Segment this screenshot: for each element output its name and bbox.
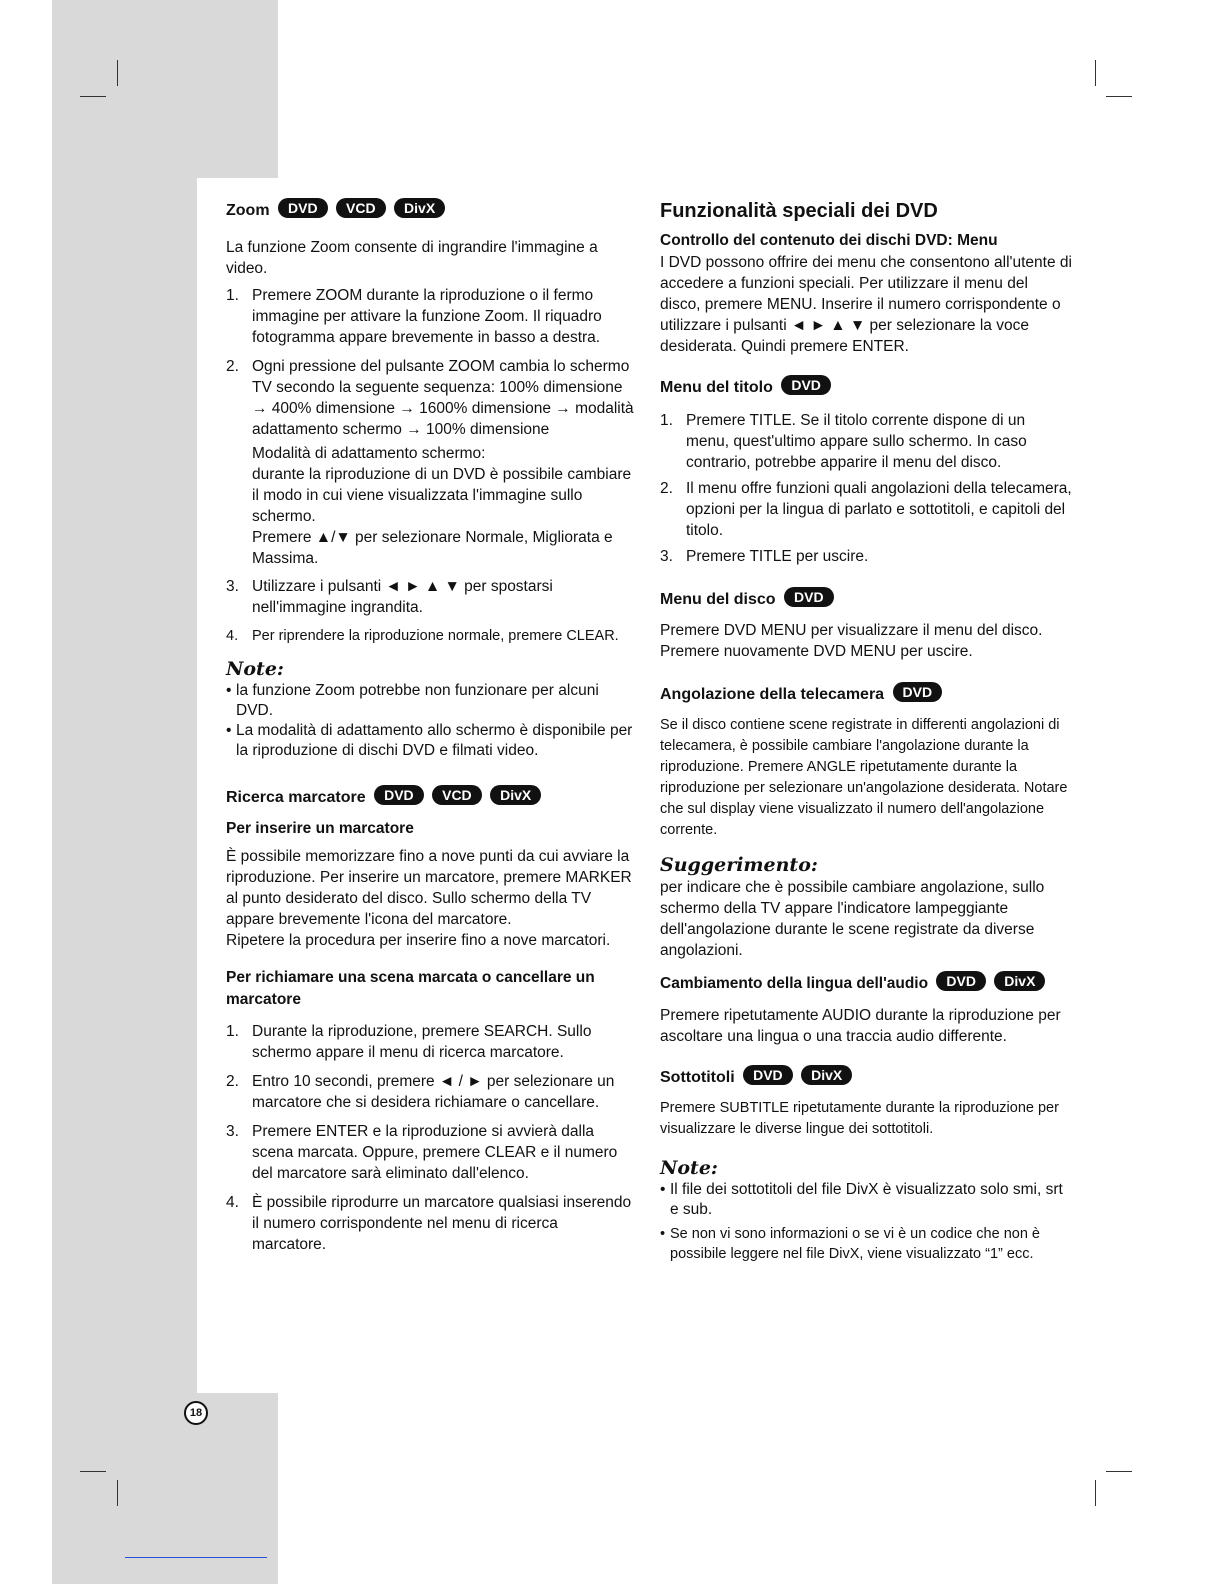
list-item: 4. Per riprendere la riproduzione normale, premere CLEAR. [226,628,619,644]
badge-divx: DivX [801,1065,852,1085]
audio-heading: Cambiamento della lingua dell'audio DVD DivX [660,971,1072,995]
angle-text: Se il disco contiene scene registrate in differenti angolazioni di telecamera, è possibile cambiare l'angolazione durante la riproduzione. Premere ANGLE ripetutamente durante la riproduzione per selezionare un'angolazione desiderata. Notare che sul display viene visualizzato il numero dell'angolazione corrente. [660,717,1068,838]
zoom-heading: Zoom DVD VCD DivX [226,198,636,223]
badge-divx: DivX [394,198,445,218]
list-item: 1. Premere TITLE. Se il titolo corrente dispone di un menu, quest'ultimo appare sullo schermo. In caso contrario, potrebbe apparire il menu del disco. [660,412,1027,471]
list-item: 3. Premere TITLE per uscire. [660,548,869,565]
list-item: 3. Premere ENTER e la riproduzione si avvierà dalla scena marcata. Oppure, premere CLEAR e il numero del marcatore sarà eliminato dall'elenco. [226,1123,618,1182]
badge-vcd: VCD [336,198,386,218]
crop-mark [117,60,118,86]
crop-mark [1106,1471,1132,1472]
list-item: Premere ▲/▼ per selezionare Normale, Migliorata e Massima. [252,529,613,567]
page-number: 18 [184,1401,208,1425]
list-item: • La modalità di adattamento allo schermo è disponibile per la riproduzione di dischi DVD e filmati video. [226,722,633,759]
list-item: 1. Premere ZOOM durante la riproduzione o il fermo immagine per attivare la funzione Zoom. Il riquadro fotogramma appare brevemente in basso a destra. [226,287,602,346]
badge-dvd: DVD [936,971,986,991]
marker-steps [226,1021,636,1255]
badge-divx: DivX [490,785,541,805]
angle-heading: Angolazione della telecamera DVD [660,682,1072,707]
disc-menu-text: Premere DVD MENU per visualizzare il menu del disco. Premere nuovamente DVD MENU per uscire. [660,622,1043,660]
crop-mark [80,96,106,97]
audio-text: Premere ripetutamente AUDIO durante la riproduzione per ascoltare una lingua o una traccia audio differente. [660,1007,1061,1045]
zoom-notes [226,681,636,761]
menu-control-title: Controllo del contenuto dei dischi DVD: Menu [660,232,998,249]
zoom-note-title: Note: [226,658,284,680]
recall-marker-title: Per richiamare una scena marcata o cancellare un marcatore [226,969,595,1008]
left-column [226,198,636,1255]
list-item: Modalità di adattamento schermo: [252,445,486,462]
insert-marker-title: Per inserire un marcatore [226,820,414,837]
margin-band-side [52,178,197,1393]
crop-mark [80,1471,106,1472]
zoom-steps [226,285,636,647]
subtitles-notes [660,1180,1072,1264]
list-item: 1. Durante la riproduzione, premere SEARCH. Sullo schermo appare il menu di ricerca marcatore. [226,1023,592,1061]
crop-mark [1095,60,1096,86]
subtitles-text: Premere SUBTITLE ripetutamente durante la riproduzione per visualizzare le diverse lingue dei sottotitoli. [660,1100,1059,1137]
badge-vcd: VCD [432,785,482,805]
badge-dvd: DVD [781,375,831,395]
list-item: 3. Utilizzare i pulsanti ◄ ► ▲ ▼ per spostarsi nell'immagine ingrandita. [226,578,553,616]
margin-band-bottom [52,1393,278,1584]
crop-mark [117,1480,118,1506]
badge-dvd: DVD [743,1065,793,1085]
badge-dvd: DVD [278,198,328,218]
list-item: • Se non vi sono informazioni o se vi è un codice che non è possibile leggere nel file DivX, viene visualizzato “1” ecc. [660,1226,1040,1262]
badge-divx: DivX [994,971,1045,991]
badge-dvd: DVD [784,587,834,607]
subtitles-heading: Sottotitoli DVD DivX [660,1065,1072,1090]
list-item: 2. Entro 10 secondi, premere ◄ / ► per selezionare un marcatore che si desidera richiamare o cancellare. [226,1073,615,1111]
menu-control-text: I DVD possono offrire dei menu che consentono all'utente di accedere a funzioni speciali. Per utilizzare il menu del disco, premere MENU. Inserire il numero corrispondente o utilizzare i pulsanti ◄ ► ▲ ▼ per selezionare la voce desiderata. Quindi premere ENTER. [660,254,1072,355]
tip-title: Suggerimento: [660,854,818,876]
list-item: 2. Il menu offre funzioni quali angolazioni della telecamera, opzioni per la lingua di parlato e sottotitoli, e capitoli del titolo. [660,480,1072,539]
crop-mark [1095,1480,1096,1506]
marker-heading: Ricerca marcatore DVD VCD DivX [226,785,636,810]
crop-mark [1106,96,1132,97]
insert-marker-text: È possibile memorizzare fino a nove punti da cui avviare la riproduzione. Per inserire un marcatore, premere MARKER al punto desiderato del disco. Sullo schermo della TV appare brevemente l'icona del marcatore. [226,848,632,928]
zoom-intro: La funzione Zoom consente di ingrandire l'immagine a video. [226,239,598,277]
page-title: Funzionalità speciali dei DVD [660,200,938,222]
title-menu-heading: Menu del titolo DVD [660,375,1072,400]
list-item: 4. È possibile riprodurre un marcatore qualsiasi inserendo il numero corrispondente nel menu di ricerca marcatore. [226,1194,632,1253]
right-column [660,198,1072,1264]
badge-dvd: DVD [893,682,943,702]
disc-menu-heading: Menu del disco DVD [660,587,1072,612]
margin-band-top [52,0,278,178]
list-item: 2. Ogni pressione del pulsante ZOOM cambia lo schermo TV secondo la seguente sequenza: 100% dimensione → 400% dimensione → 1600% dimensione → modalità adattamento schermo → 100% dimensione [226,358,634,438]
insert-marker-text-2: Ripetere la procedura per inserire fino a nove marcatori. [226,932,611,949]
tip-text: per indicare che è possibile cambiare angolazione, sullo schermo della TV appare l'indicatore lampeggiante dell'angolazione durante le scene registrate da diverse angolazioni. [660,879,1045,959]
badge-dvd: DVD [374,785,424,805]
list-item: durante la riproduzione di un DVD è possibile cambiare il modo in cui viene visualizzata l'immagine sullo schermo. [252,466,632,525]
bottom-link-line [125,1557,267,1558]
subtitles-note-title: Note: [660,1157,718,1179]
list-item: • Il file dei sottotitoli del file DivX è visualizzato solo smi, srt e sub. [660,1181,1063,1218]
list-item: • la funzione Zoom potrebbe non funzionare per alcuni DVD. [226,682,599,719]
title-menu-steps [660,410,1072,567]
